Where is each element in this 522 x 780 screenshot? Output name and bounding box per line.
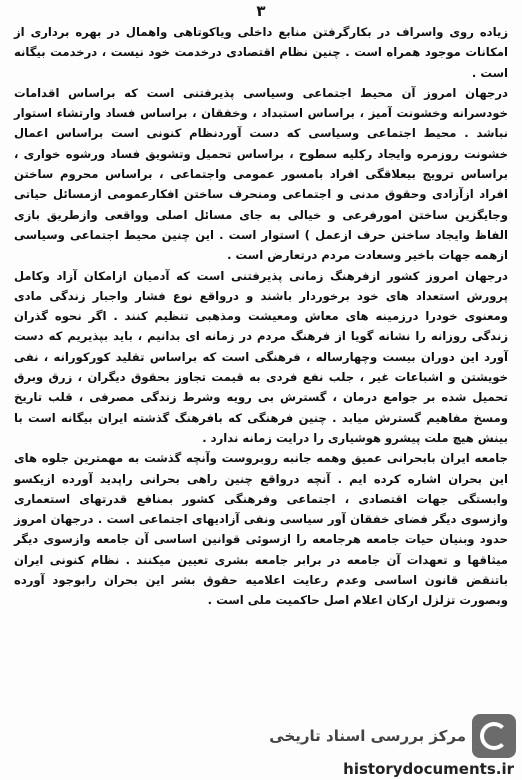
paragraph-1: زیاده روی واسراف در بکارگرفتن منابع داخلی ویاکوتاهی واهمال در بهره برداری از امکانات موجود همراه است . چنین نظام اقتصادی درخدمت خود نیست ، درخدمت بیگانه است .	[14, 25, 508, 80]
watermark-title: مرکز بررسی اسناد تاریخی	[269, 727, 466, 745]
watermark-url: historydocuments.ir	[343, 760, 514, 778]
paragraph-3: درجهان امروز کشور ازفرهنگ زمانی پذیرفتنی است که آدمیان ازامکان آزاد وکامل پرورش استعداد های خود برخوردار باشند و درواقع نوع فشار واجبار زندگی مادی ومعنوی خودرا درزمینه های معاش ومعیشت ومذهبی تنظیم کنند . اگر نحوه گذران زندگی روزانه را نشانه گویا از فرهنگ مردم در زمانه ای بدانیم ، باید بپذیریم که دست آورد این دوران بیست وچهارساله ، فرهنگی است که براساس تقلید کورکورانه ، نفی خویشتن و اشباعات غیر ، جلب نفع فردی به قیمت تجاوز بحقوق دیگران ، زرق وبرق تحمیل شده بر جوامع درمان ، گسترش بی رویه وشرط زندگی مصرفی ، قلب تاریخ ومسخ مفاهیم گسترش میابد . چنین فرهنگی که بافرهنگ گذشته ایران بیگانه است با بینش هیچ ملت پیشرو هوشیاری را درایت زمانه ندارد .	[14, 268, 508, 445]
page-number: ٣	[256, 2, 266, 20]
watermark	[217, 714, 522, 780]
document-body	[14, 22, 508, 611]
paragraph-4: جامعه ایران بابحرانی عمیق وهمه جانبه روبروست وآنچه گذشت به مهمترین جلوه های این بحران اشاره کرده ایم . آنچه درواقع چنین راهی بحرانی راپدید آورده ازیکسو وابستگی جهات اقتصادی ، اجتماعی وفرهنگی کشور بمنافع قدرتهای استعماری وازسوی دیگر فضای خفقان آور سیاسی ونفی آزادیهای اجتماعی است . درجهان امروز حدود وبنیان حیات جامعه هرجامعه را ازسوئی قوانین اساسی آن جامعه وازسوی دیگر میثاقها و تعهدات آن جامعه در برابر جامعه بشری تعیین میکنند . نظام کنونی ایران باتنقض قانون اساسی وعدم رعایت اعلامیه حقوق بشر این بحران رابوجود آورده وبصورت تزلزل ارکان اعلام اصل حاکمیت ملی است .	[14, 451, 508, 608]
archive-logo-icon	[472, 714, 516, 758]
paragraph-2: درجهان امروز آن محیط اجتماعی وسیاسی پذیرفتنی است که براساس اقدامات خودسرانه وخشونت آمیز ، براساس استبداد ، وخفقان ، براساس فساد وارتشاء استوار نباشد . محیط اجتماعی وسیاسی که دست آوردنظام کنونی است براساس اعمال خشونت روزمره وایجاد رکلیه سطوح ، براساس تحمیل وتشویق فساد ورشوه خواری ، براساس ترویج بیعلاقگی افراد بامسور عمومی واجتماعی ، براساس محروم ساختن افراد ازآزادی وحقوق مدنی و اجتماعی ومنحرف ساختن افکارعمومی ازمسائل حیاتی وجایگزین ساختن امورفرعی و خیالی به جای مسائل اصلی وواقعی وازطریق بازی الفاظ وایجاد ساختن حرف ازعمل ) استوار است . این چنین محیط اجتماعی وسیاسی ازهمه جهات باخیر وسعادت مردم درتعارض است .	[14, 85, 508, 263]
watermark-header	[217, 714, 522, 758]
